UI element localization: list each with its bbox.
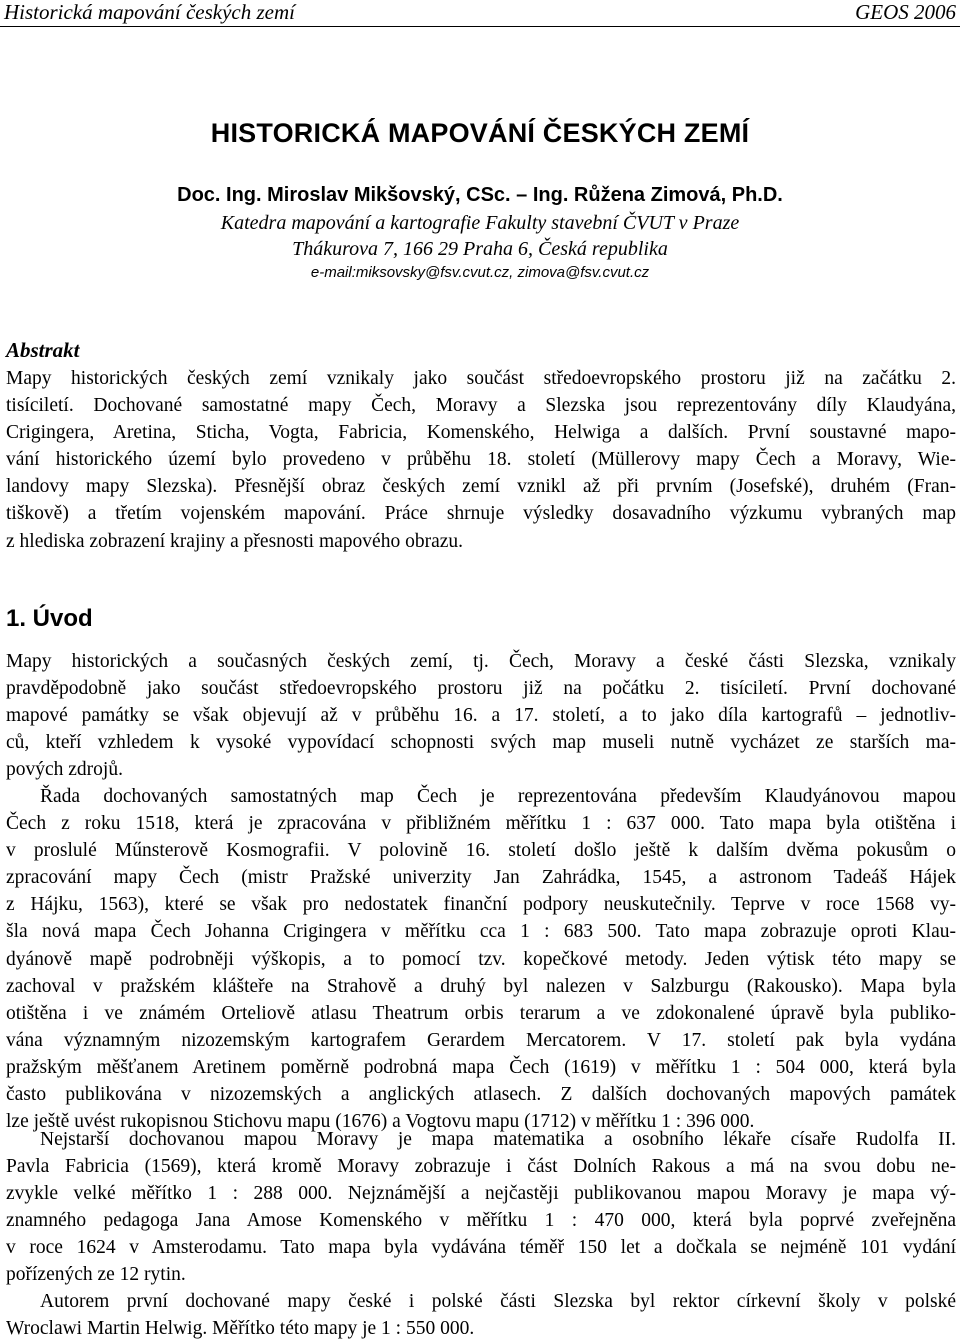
text-line: vána významným nizozemským kartografem Gerardem Mercatorem. V 17. století pak byla vydána <box>6 1029 956 1051</box>
text-line: zvykle velké měřítko 1 : 288 000. Nejznámější a nejčastěji publikovanou mapou Moravy je mapa vý- <box>6 1183 956 1205</box>
text-line: zpracování mapy Čech (mistr Pražské univerzity Jan Zahrádka, 1545, a astronom Tadeáš Hájek <box>6 867 956 889</box>
text-line: Crigingera, Aretina, Sticha, Vogta, Fabricia, Komenského, Helwiga a dalších. První soustavné mapo- <box>6 422 956 444</box>
intro-paragraph <box>6 1126 956 1289</box>
text-line: dyánově mapě podrobněji výškopis, a to pomocí tzv. kopečkové metody. Jeden výtisk této mapy se <box>6 948 956 970</box>
text-line: tiškově) a třetím vojenském mapování. Práce shrnuje výsledky dosavadního výzkumu vybraných map <box>6 503 956 525</box>
text-line: v proslulé Műnsterově Kosmografii. V polovině 16. století došlo ještě k dalším dvěma pokusům o <box>6 840 956 862</box>
text-line: otištěna i ve známém Orteliově atlasu Theatrum orbis terarum a ve zdokonalené úpravě byla publiko- <box>6 1002 956 1024</box>
intro-paragraph <box>6 1288 956 1342</box>
paper-title: HISTORICKÁ MAPOVÁNÍ ČESKÝCH ZEMÍ <box>210 118 750 148</box>
text-line: často publikována v nizozemských a anglických atlasech. Z dalších dochovaných mapových památek <box>6 1084 956 1106</box>
intro-paragraph <box>6 783 956 1135</box>
text-line: Čech z roku 1518, která je zpracována v přibližném měřítku 1 : 637 000. Tato mapa byla otištěna i <box>6 813 956 835</box>
author-emails: e-mail:miksovsky@fsv.cvut.cz, zimova@fsv.cvut.cz <box>310 264 650 281</box>
text-line: Pavla Fabricia (1569), která kromě Moravy zobrazuje i část Dolních Rakous a má na svou dobu ne- <box>6 1156 956 1178</box>
text-line: Mapy historických českých zemí vznikaly jako součást středoevropského prostoru již na začátku 2. <box>6 368 956 389</box>
text-line: pových zdrojů. <box>6 759 123 781</box>
text-line: ců, kteří vzhledem k vysoké vypovídací schopnosti svých map museli nutně vycházet ze starších ma- <box>6 732 956 754</box>
text-line: pražským měšťanem Aretinem poměrně podrobná mapa Čech (1619) v měřítku 1 : 504 000, která byla <box>6 1056 956 1078</box>
text-line: vání historického území bylo provedeno v průběhu 18. století (Müllerovy mapy Čech a Moravy, Wie- <box>6 449 956 471</box>
text-line: Wroclawi Martin Helwig. Měřítko této mapy je 1 : 550 000. <box>6 1318 475 1340</box>
text-line: z hlediska zobrazení krajiny a přesnosti mapového obrazu. <box>6 530 464 552</box>
abstract-paragraph <box>6 365 956 555</box>
text-line: pořízených ze 12 rytin. <box>6 1264 186 1286</box>
running-header <box>0 0 960 27</box>
text-line: zachoval v pražském klášteře na Strahově a druhý byl nalezen v Salzburgu (Rakousko). Mapa byla <box>6 975 956 997</box>
text-line: pravděpodobně jako součást středoevropského prostoru již na počátku 2. tisíciletí. První dochované <box>6 678 956 700</box>
text-line: tisíciletí. Dochované samostatné mapy Čech, Moravy a Slezska jsou reprezentovány díly Klaudyána, <box>6 395 956 417</box>
running-header-left: Historická mapování českých zemí <box>4 0 295 24</box>
abstract-heading: Abstrakt <box>6 338 80 362</box>
text-line: šla nová mapa Čech Johanna Crigingera v měřítku cca 1 : 683 500. Tato mapa zobrazuje oproti Klau- <box>6 921 956 943</box>
text-line: znamného pedagoga Jana Amose Komenského v měřítku 1 : 470 000, která byla poprvé zveřejněna <box>6 1210 956 1232</box>
affiliation-line: Thákurova 7, 166 29 Praha 6, Česká republika <box>292 238 668 260</box>
text-line: Řada dochovaných samostatných map Čech je reprezentována především Klaudyánovou mapou <box>40 786 956 807</box>
authors: Doc. Ing. Miroslav Mikšovský, CSc. – Ing. Růžena Zimová, Ph.D. <box>177 184 783 206</box>
text-line: Mapy historických a současných českých zemí, tj. Čech, Moravy a české části Slezska, vznikaly <box>6 651 956 672</box>
text-line: Nejstarší dochovanou mapou Moravy je mapa matematika a osobního lékaře císaře Rudolfa II. <box>40 1129 956 1150</box>
text-line: mapové památky se však objevují až v průběhu 16. a 17. století, a to jako díla kartografů – jednotliv- <box>6 705 956 727</box>
running-header-right: GEOS 2006 <box>855 0 956 24</box>
affiliation-line: Katedra mapování a kartografie Fakulty stavební ČVUT v Praze <box>220 212 740 234</box>
intro-heading: 1. Úvod <box>6 605 93 632</box>
text-line: z Hájku, 1563), které se však pro nedostatek finanční podpory neuskutečnily. Teprve v roce 1568 vy- <box>6 894 956 916</box>
text-line: landovy mapy Slezska). Přesnější obraz českých zemí vznikl až při prvním (Josefské), druhém (Fran- <box>6 476 956 498</box>
text-line: Autorem první dochované mapy české i polské části Slezska byl rektor církevní školy v polské <box>40 1291 956 1312</box>
text-line: lze ještě uvést rukopisnou Stichovu mapu (1676) a Vogtovu mapu (1712) v měřítku 1 : 396 000. <box>6 1111 755 1133</box>
intro-paragraph <box>6 648 956 783</box>
text-line: v roce 1624 v Amsterodamu. Tato mapa byla vydávána téměř 150 let a dočkala se nejméně 101 vydání <box>6 1237 956 1259</box>
